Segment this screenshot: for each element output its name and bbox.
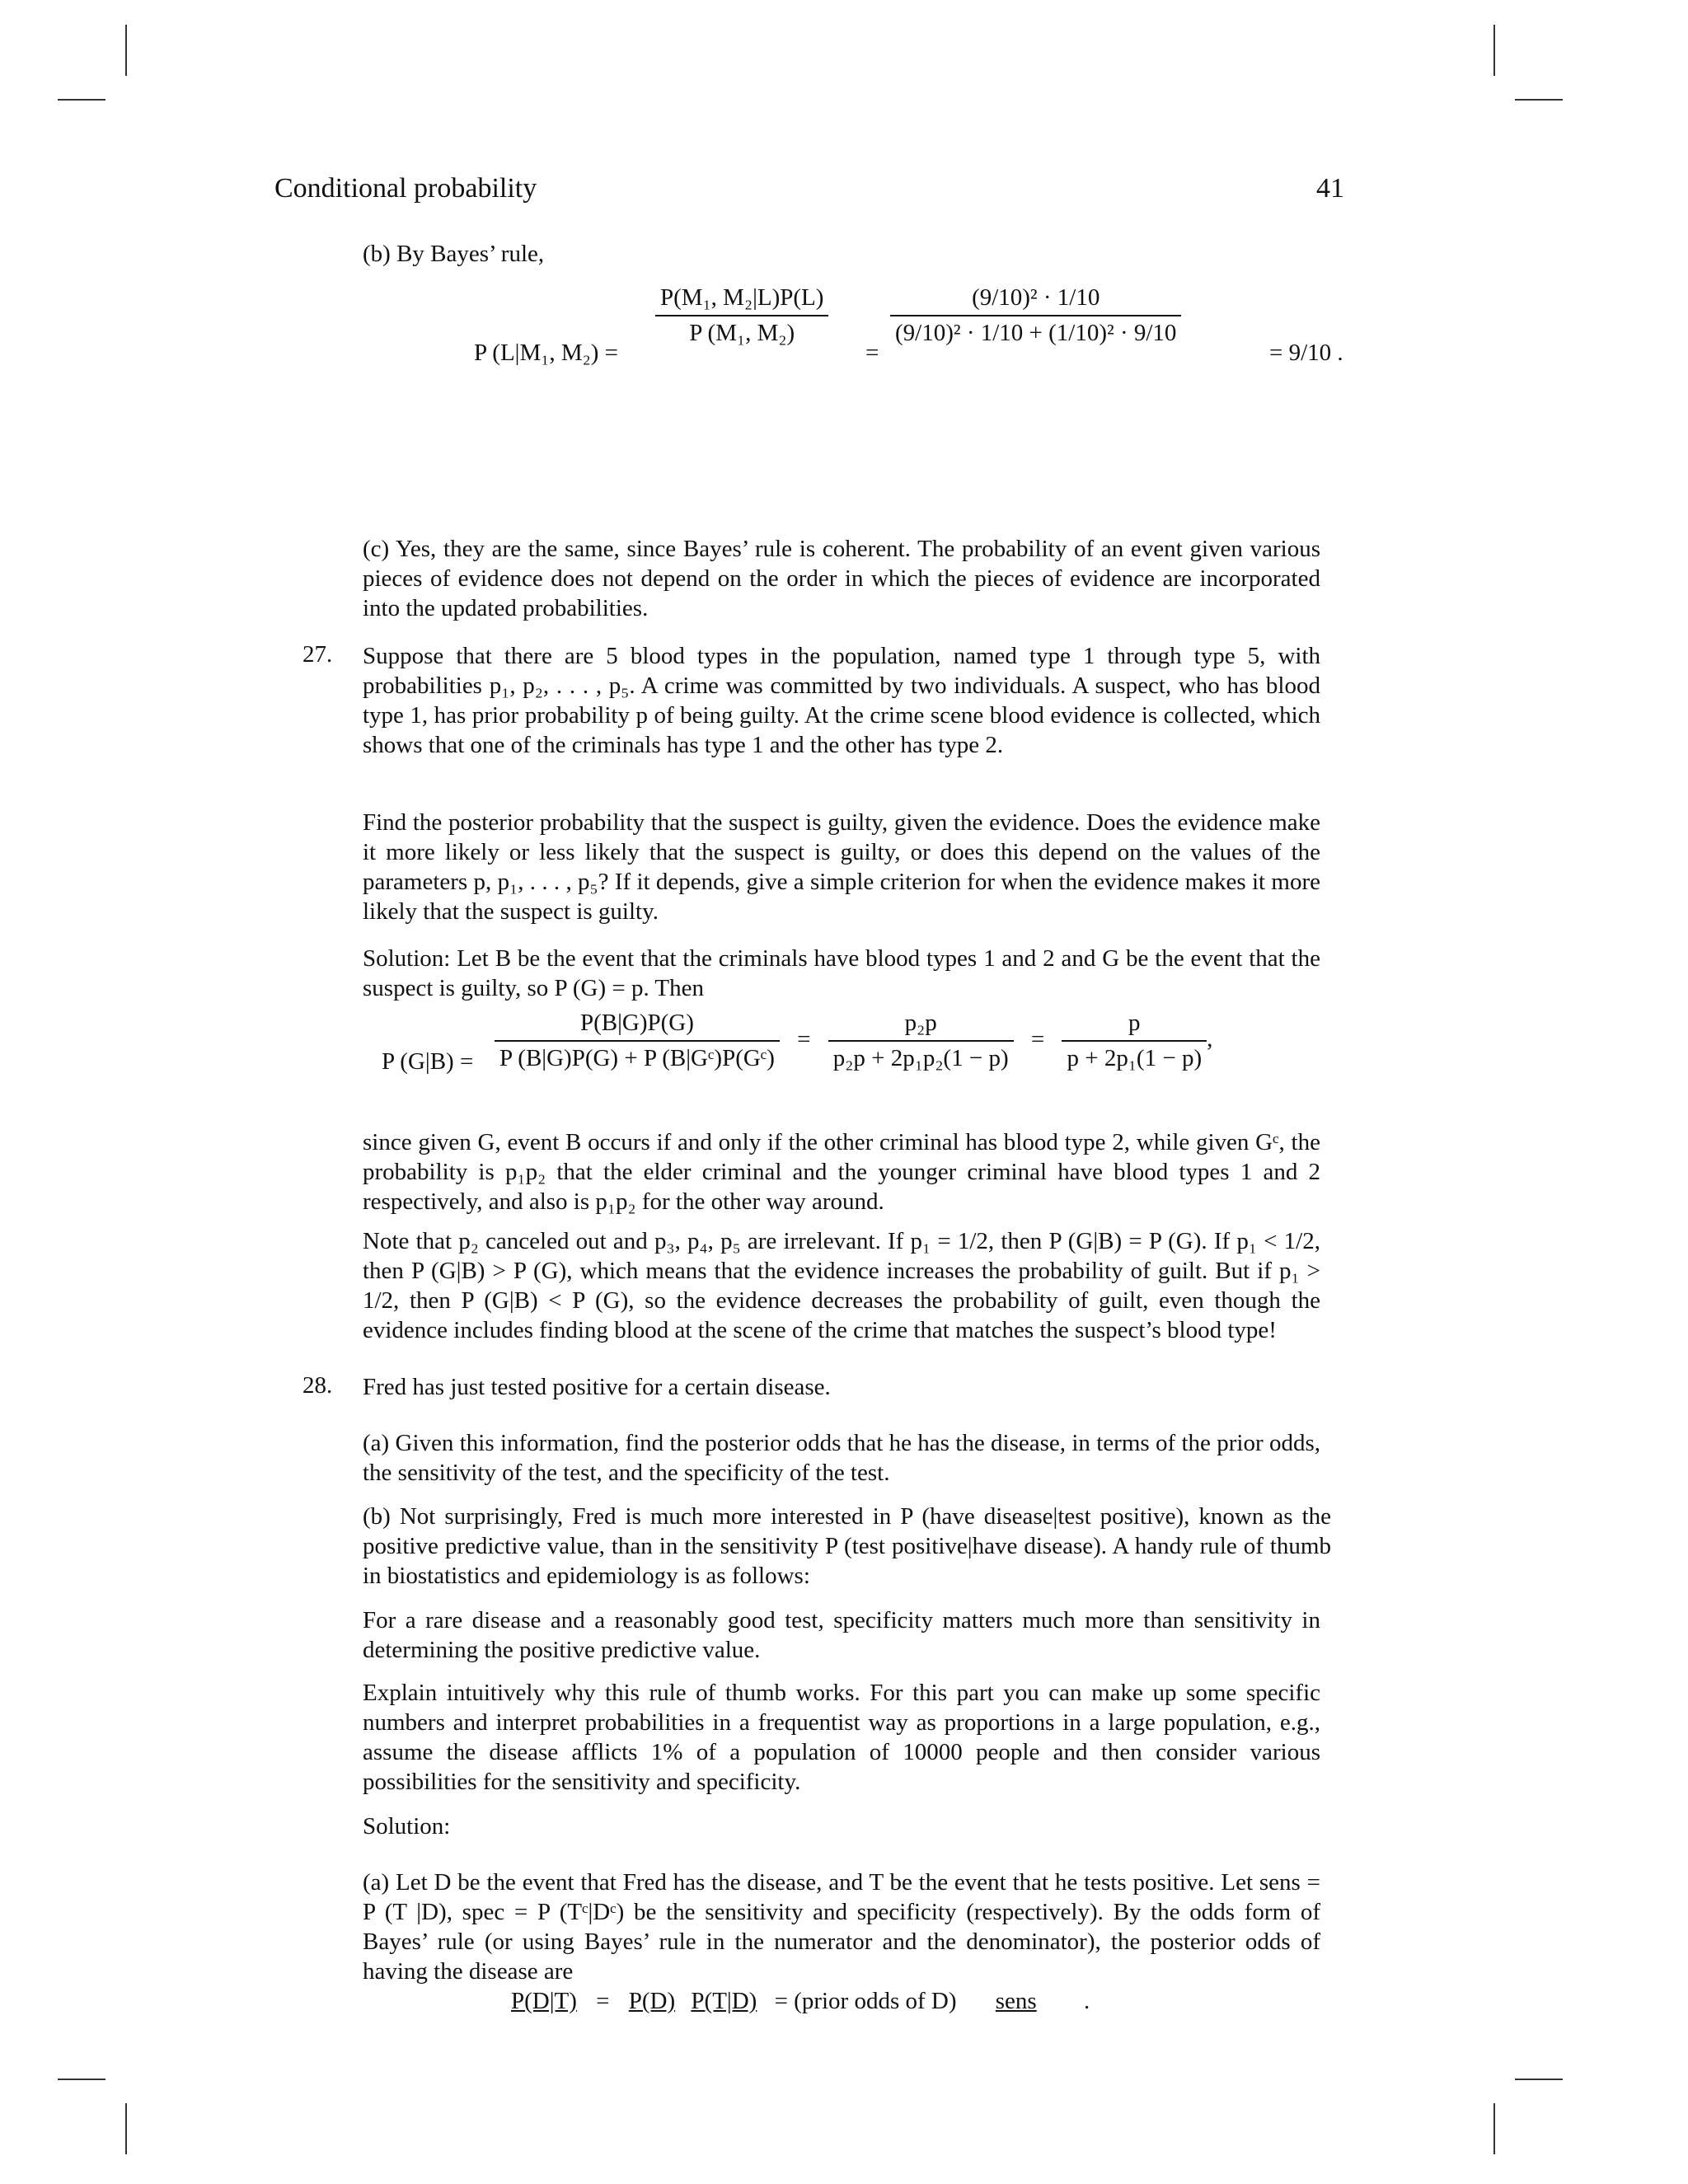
odds-sens: sens [995, 1988, 1037, 2014]
problem-28-explain: Explain intuitively why this rule of thumb works. For this part you can make up some specific numbers and interpret probabilities in a frequentist way as proportions in a large population, e.g., assume the disease afflicts 1% of a population of 10000 people and then consider various possibilities for the sensitivity and specificity. [363, 1680, 1320, 1795]
guilt-equation: $\frac{P(B|G)P(G)}{\text{P (B|G)P(G) + P (B|Gᶜ)P(Gᶜ)}}$ = $\frac{\text{p₂p}}{\text{p₂p + 2p₁p₂(1 − p)}}$ = $\frac{p}{\text{p + 2p₁(1 − p)}}$ , [495, 1010, 1212, 1072]
fraction-numerator: (9/10)² · 1/10 [890, 284, 1181, 316]
fraction-denominator: p + 2p₁(1 − p) [1067, 1045, 1203, 1071]
crop-mark [58, 99, 106, 101]
crop-mark [125, 25, 127, 76]
problem-27-question: Find the posterior probability that the suspect is guilty, given the evidence. Does the evidence make it more likely or less likely that the suspect is guilty, or does this depend on the values of the parameters p, p₁, . . . , p₅? If it depends, give a simple criterion for when the evidence makes it more likely that the suspect is guilty. [363, 809, 1320, 925]
odds-prior: P(D) [628, 1988, 676, 2014]
problem-number: 28. [302, 1372, 333, 1399]
guilt-equation-lhs: P (G|B) = [382, 1048, 474, 1075]
rule-of-thumb: For a rare disease and a reasonably good test, specificity matters much more than sensitivity in determining the positive predictive value. [363, 1607, 1320, 1663]
problem-27-note: Note that p₂ canceled out and p₃, p₄, p₅ are irrelevant. If p₁ = 1/2, then P (G|B) = P (G). If p₁ < 1/2, then P (G|B) > P (G), which means that the evidence increases the probability of guilt. But if p₁ > 1/2, then P (G|B) < P (G), so the evidence decreases the probability of guilt, even though the evidence includes finding blood at the scene of the crime that matches the suspect’s blood type! [363, 1228, 1320, 1343]
part-c-text: (c) Yes, they are the same, since Bayes’ rule is coherent. The probability of an event given various pieces of evidence does not depend on the order in which the pieces of evidence are incorporated into the updated probabilities. [363, 536, 1320, 621]
fraction-denominator: P (M₁, M₂) [689, 320, 795, 346]
bayes-equation-eq: = [865, 340, 879, 366]
fraction-numerator: p₂p [828, 1010, 1014, 1042]
bayes-equation-result: = 9/10 . [1269, 340, 1343, 366]
bayes-equation-fraction [655, 284, 828, 347]
running-head: Conditional probability [274, 173, 537, 204]
odds-lhs: P(D|T) [511, 1988, 577, 2014]
crop-mark [1493, 2103, 1495, 2154]
odds-likelihood: P(T|D) [691, 1988, 757, 2014]
crop-mark [125, 2103, 127, 2154]
problem-28-intro: Fred has just tested positive for a certain disease. [363, 1374, 831, 1400]
crop-mark [1515, 99, 1563, 101]
bayes-equation-lhs: P (L|M₁, M₂) = [474, 340, 619, 366]
problem-27-solution: Solution: Let B be the event that the criminals have blood types 1 and 2 and G be the event that the suspect is guilty, so P (G) = p. Then [363, 945, 1320, 1001]
problem-28-part-b: (b) Not surprisingly, Fred is much more interested in P (have disease|test positive), known as the positive predictive value, than in the sensitivity P (test positive|have disease). A handy rule of thumb in biostatistics and epidemiology is as follows: [363, 1503, 1331, 1589]
fraction-numerator: P(B|G)P(G) [495, 1010, 780, 1042]
bayes-equation-fraction2 [890, 284, 1181, 347]
solution-label: Solution: [363, 1813, 451, 1840]
fraction-denominator: (9/10)² · 1/10 + (1/10)² · 9/10 [895, 320, 1177, 346]
crop-mark [1493, 25, 1495, 76]
problem-27-explanation: since given G, event B occurs if and only if the other criminal has blood type 2, while given Gᶜ, the probability is p₁p₂ that the elder criminal and the younger criminal have blood types 1 and 2 respectively, and also is p₁p₂ for the other way around. [363, 1129, 1320, 1215]
odds-rhs: = (prior odds of D) [774, 1988, 957, 2014]
fraction-denominator: P (B|G)P(G) + P (B|Gᶜ)P(Gᶜ) [499, 1045, 775, 1071]
fraction-numerator: p [1062, 1010, 1207, 1042]
odds-equation: P(D|T) = P(D) P(T|D) = (prior odds of D) sens . [511, 1988, 1090, 2014]
problem-28-solution-a: (a) Let D be the event that Fred has the disease, and T be the event that he tests positive. Let sens = P (T |D), spec = P (Tᶜ|Dᶜ) be the sensitivity and specificity (respectively). By the odds form of Bayes’ rule (or using Bayes’ rule in the numerator and the denominator), the posterior odds of having the disease are [363, 1869, 1320, 1985]
page-number: 41 [1316, 173, 1344, 204]
fraction-numerator: P(M₁, M₂|L)P(L) [655, 284, 828, 316]
problem-number: 27. [302, 641, 333, 668]
fraction-denominator: p₂p + 2p₁p₂(1 − p) [832, 1045, 1009, 1071]
crop-mark [1515, 2079, 1563, 2080]
problem-27-statement: Suppose that there are 5 blood types in the population, named type 1 through type 5, with probabilities p₁, p₂, . . . , p₅. A crime was committed by two individuals. A suspect, who has blood type 1, has prior probability p of being guilty. At the crime scene blood evidence is collected, which shows that one of the criminals has type 1 and the other has type 2. [363, 643, 1320, 758]
crop-mark [58, 2079, 106, 2080]
problem-28-part-a: (a) Given this information, find the posterior odds that he has the disease, in terms of the prior odds, the sensitivity of the test, and the specificity of the test. [363, 1430, 1320, 1486]
part-b-intro: (b) By Bayes’ rule, [363, 241, 545, 267]
